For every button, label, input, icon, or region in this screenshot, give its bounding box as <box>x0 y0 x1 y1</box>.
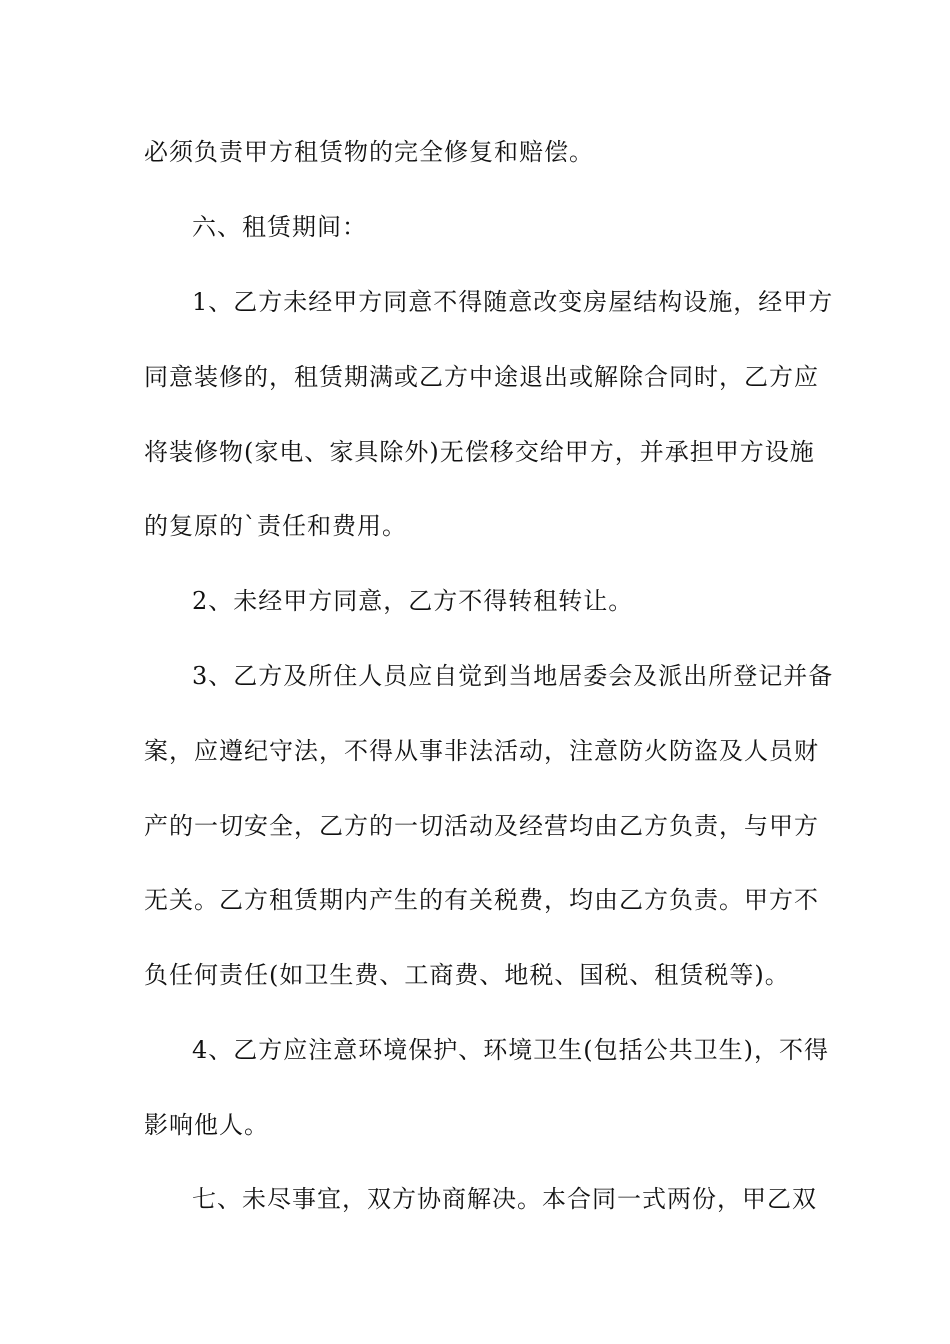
paragraph-line: 七、未尽事宜，双方协商解决。本合同一式两份，甲乙双 <box>192 1185 817 1213</box>
paragraph-line: 将装修物(家电、家具除外)无偿移交给甲方，并承担甲方设施 <box>144 438 815 466</box>
paragraph-line: 负任何责任(如卫生费、工商费、地税、国税、租赁税等)。 <box>144 961 790 989</box>
paragraph-line: 无关。乙方租赁期内产生的有关税费，均由乙方负责。甲方不 <box>144 886 819 914</box>
paragraph-line: 案，应遵纪守法，不得从事非法活动，注意防火防盗及人员财 <box>144 737 819 765</box>
paragraph-line: 同意装修的，租赁期满或乙方中途退出或解除合同时，乙方应 <box>144 363 819 391</box>
paragraph-line: 4、乙方应注意环境保护、环境卫生(包括公共卫生)，不得 <box>192 1036 829 1064</box>
paragraph-line: 必须负责甲方租赁物的完全修复和赔偿。 <box>144 138 594 166</box>
paragraph-line: 影响他人。 <box>144 1111 269 1139</box>
section-heading-lease-period: 六、租赁期间： <box>192 213 367 241</box>
paragraph-line: 2、未经甲方同意，乙方不得转租转让。 <box>192 587 634 615</box>
paragraph-line: 产的一切安全，乙方的一切活动及经营均由乙方负责，与甲方 <box>144 812 819 840</box>
paragraph-line: 的复原的`责任和费用。 <box>144 512 407 540</box>
paragraph-line: 3、乙方及所住人员应自觉到当地居委会及派出所登记并备 <box>192 662 834 690</box>
paragraph-line: 1、乙方未经甲方同意不得随意改变房屋结构设施，经甲方 <box>192 288 834 316</box>
